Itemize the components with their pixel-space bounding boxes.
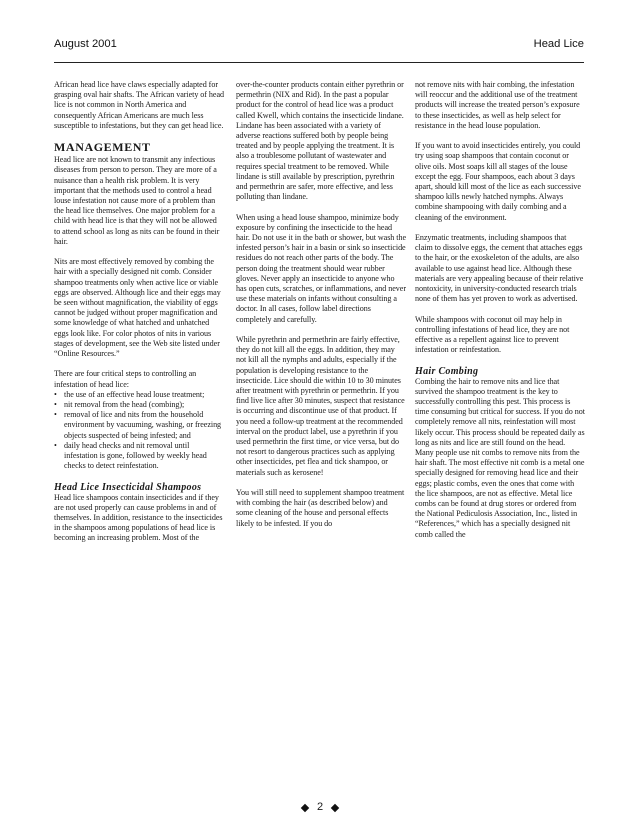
paragraph: Nits are most effectively removed by combing the hair with a specially designed nit comb. Consider shampoo treatments only when active lice or viable eggs are observed. Although lice and their eggs may be seen without magnification, the viability of eggs cannot be judged without proper magnification and some knowledge of what hatched and unhatched eggs look like. For color photos of nits in various stages of development, see the Web site listed under “Online Resources.” [54, 257, 221, 359]
list-item [54, 400, 224, 410]
paragraph: You will still need to supplement shampoo treatment with combing the hair (as described below) and some cleaning of the house and personal effects likely to be infested. If you do [236, 488, 405, 528]
header-title: Head Lice [533, 38, 584, 50]
paragraph: When using a head louse shampoo, minimize body exposure by confining the insecticide to the head hair. Do not use it in the bath or shower, but wash the infested person’s hair in a basin or sink so insecticide residues do not reach other parts of the body. The person doing the treatment should wear rubber gloves. Never apply an insecticide to anyone who has open cuts, scratches, or inflammations, and never use these materials on infants without consulting a doctor. In all cases, follow label directions completely and carefully. [236, 212, 407, 324]
list-item-text: removal of lice and nits from the household environment by vacuuming, washing, or freezing objects suspected of being infested; and [64, 410, 222, 440]
paragraph: over-the-counter products contain either pyrethrin or permethrin (NIX and Rid). In the past a popular product for the control of head lice was a product called Kwell, which contains the insecticide lindane. Lindane has been associated with a variety of adverse reactions suffered both by people being treated and by people applying the treatment. It is also a troublesome pollutant of wastewater and requires special treatment to be removed. While lindane is still available by prescription, pyrethrin and permethrin are safer, more effective, and less polluting than lindane. [236, 80, 404, 202]
section-heading-management: MANAGEMENT [54, 140, 151, 155]
header-rule [54, 62, 584, 63]
list-item [54, 441, 224, 472]
paragraph: not remove nits with hair combing, the infestation will reoccur and the additional use of the treatment products will increase the treated person’s exposure to these insecticides, as well as help select for resistance in the head louse population. [415, 80, 580, 130]
list-item-text: nit removal from the head (combing); [64, 400, 185, 410]
bullet-icon: • [54, 410, 57, 420]
paragraph: Combing the hair to remove nits and lice that survived the shampoo treatment is the key to successfully controlling this pest. This process is time consuming but critical for success. If you do not completely remove all nits, reinfestation will most likely occur. This process should be repeated daily as long as nits and lice are still found on the head. Many people use nit combs to remove nits from the hair shaft. The most effective nit comb is a metal one specially designed for removing head lice and their eggs; plastic combs, even the ones that come with the lice shampoos, are not as effective. Metal lice combs can be found at drug stores or ordered from the National Pediculosis Association, Inc., listed in “References,” which has a specially designed nit comb called the [415, 376, 585, 539]
list-item-text: the use of an effective head louse treatment; [64, 389, 205, 399]
paragraph: Head lice are not known to transmit any infectious diseases from person to person. They are more of a nuisance than a health risk problem. It is very important that the methods used to control a head louse infestation not cause more of a problem than the head lice themselves. One major problem for a child with head lice is that they will not be allowed to attend school as long as nits can be found in their hair. [54, 155, 220, 246]
diamond-icon [301, 804, 309, 812]
header-date: August 2001 [54, 38, 117, 50]
paragraph: If you want to avoid insecticides entirely, you could try using soap shampoos that contain coconut or olive oils. Most soaps kill all stages of the louse except the egg. Four shampoos, each about 3 days apart, should kill most of the lice as each successive shampoo kills newly hatched nymphs. Always combine shampooing with daily combing and a cleaning of the environment. [415, 141, 581, 222]
column-2 [236, 80, 406, 539]
paragraph: Enzymatic treatments, including shampoos that claim to dissolve eggs, the cement that attaches eggs to the hair, or the exoskeleton of the adults, are also available to use against head lice. Although these materials are very appealing because of their relative nontoxicity, in university-conducted research trials none of them has yet proven to work as advertised. [415, 233, 584, 304]
paragraph: While pyrethrin and permethrin are fairly effective, they do not kill all the eggs. In addition, they may not kill all the nymphs and adults, especially if the population is developing resistance to the insecticide. Lice should die within 10 to 30 minutes after treatment with pyrethrin or permethrin. If you find live lice after 30 minutes, suspect that resistance is occurring and discontinue use of that product. If you need a follow-up treatment at the recommended interval on the product label, use a pyrethrin if you used permethrin the first time, or vice versa, but do not resort to dangerous practices such as applying other insecticides, pet flea and tick shampoo, or materials such as kerosene! [236, 335, 405, 477]
diamond-icon [331, 804, 339, 812]
list-item [54, 410, 224, 441]
bullet-icon: • [54, 389, 57, 399]
paragraph: Head lice shampoos contain insecticides and if they are not used properly can cause problems in and of themselves. In addition, resistance to the insecticides in the shampoos among populations of head lice is becoming an increasing problem. Most of the [54, 492, 223, 543]
list-item-text: daily head checks and nit removal until infestation is gone, followed by weekly head checks to detect reinfestation. [64, 440, 207, 471]
section-heading-hair-combing: Hair Combing [415, 365, 479, 377]
page-footer [290, 800, 350, 816]
column-3 [415, 80, 585, 550]
column-1 [54, 80, 224, 554]
bullet-icon: • [54, 400, 57, 410]
section-heading-shampoos: Head Lice Insecticidal Shampoos [54, 481, 202, 493]
list-item [54, 390, 224, 400]
paragraph: There are four critical steps to controlling an infestation of head lice: [54, 369, 197, 389]
paragraph: African head lice have claws especially adapted for grasping oval hair shafts. The African variety of head lice is not common in North America and consequently African Americans are much less susceptible to infestations, but they can get head lice. [54, 80, 224, 130]
critical-steps-list [54, 390, 224, 472]
page-number: 2 [316, 801, 324, 813]
paragraph: While shampoos with coconut oil may help in controlling infestations of head lice, they are not effective as a repellent against lice to prevent infestation or reinfestation. [415, 314, 570, 355]
bullet-icon: • [54, 440, 57, 450]
